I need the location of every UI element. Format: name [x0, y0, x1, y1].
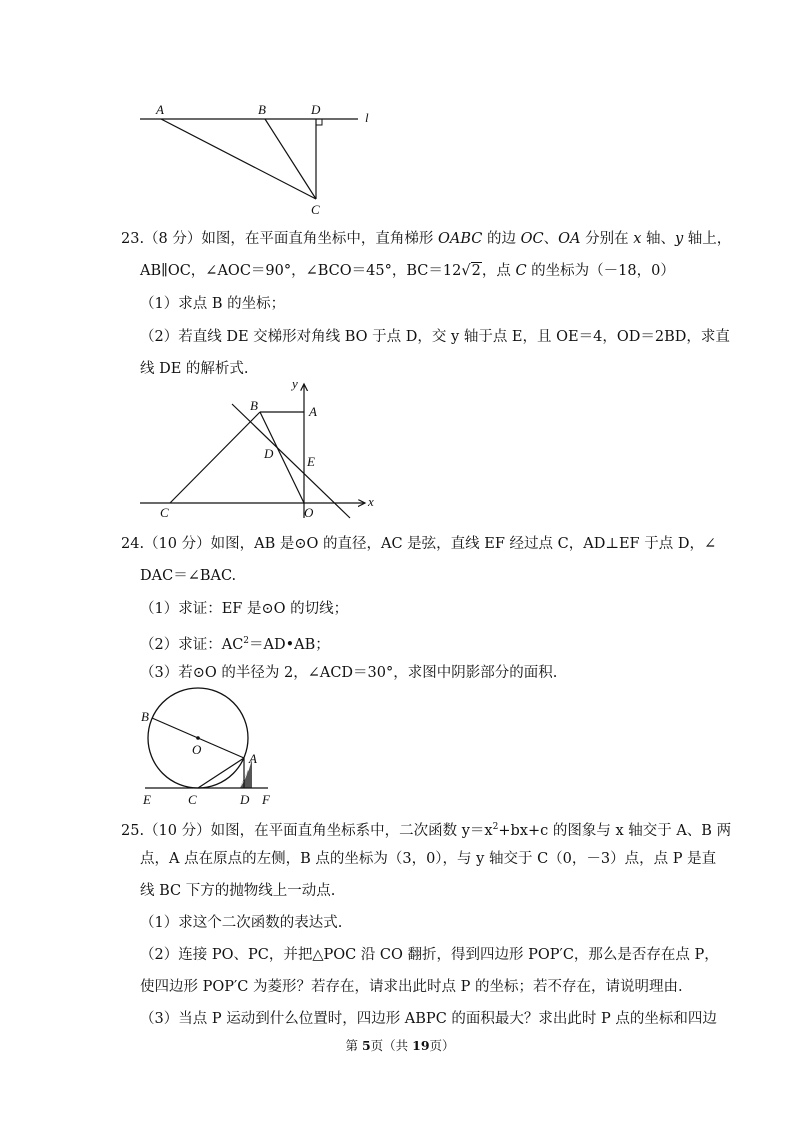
q25-text: +bx+c 的图象与 x 轴交于 A、B 两: [498, 822, 732, 839]
footer-text: 第: [345, 1038, 362, 1053]
q24-part1: （1）求证：EF 是⊙O 的切线；: [140, 601, 349, 617]
label-l: l: [365, 110, 369, 125]
q25-part2-cont: 使四边形 POP′C 为菱形？若存在，请求出此时点 P 的坐标；若不存在，请说明理由.: [140, 979, 683, 995]
q24-line2: DAC＝∠BAC.: [140, 568, 237, 584]
q25-part2: （2）连接 PO、PC，并把△POC 沿 CO 翻折，得到四边形 POP′C，那么是否存在点 P，: [140, 947, 719, 963]
page-total: 19: [412, 1038, 430, 1053]
label-C: C: [160, 505, 169, 520]
q23-part2-cont: 线 DE 的解析式.: [140, 361, 249, 377]
label-A: A: [156, 102, 164, 117]
label-D: D: [264, 446, 274, 461]
q23-text: 分别在: [580, 231, 634, 247]
q23-oa: OA: [558, 231, 581, 247]
q24-part3: （3）若⊙O 的半径为 2，∠ACD＝30°，求图中阴影部分的面积.: [140, 665, 558, 681]
q24-part2-text: ＝AD•AB；: [249, 636, 330, 653]
footer-text: 页（共: [370, 1038, 413, 1053]
superscript: 2: [243, 636, 250, 646]
label-B: B: [141, 709, 149, 724]
label-A: A: [249, 751, 257, 766]
q25-part3: （3）当点 P 运动到什么位置时，四边形 ABPC 的面积最大？求出此时 P 点的坐标和四边: [140, 1011, 717, 1027]
label-B: B: [258, 102, 266, 117]
sqrt-radicand: 2: [471, 263, 481, 279]
label-y: y: [292, 376, 298, 391]
label-O: O: [192, 742, 202, 757]
q23-y: y: [674, 231, 684, 247]
label-F: F: [262, 792, 270, 807]
q25-line3: 线 BC 下方的抛物线上一动点.: [140, 883, 336, 899]
label-x: x: [368, 494, 374, 509]
q23-x: x: [633, 231, 642, 247]
label-B: B: [250, 398, 258, 413]
q23-text: 的坐标为（－18，0）: [526, 263, 675, 279]
q23-conditions: AB∥OC，∠AOC＝90°，∠BCO＝45°，BC＝12: [140, 263, 462, 279]
q23-text: 的边: [482, 231, 521, 247]
q23-part1: （1）求点 B 的坐标；: [140, 296, 286, 312]
label-E: E: [307, 454, 315, 469]
q24-part2-text: （2）求证：AC: [140, 636, 244, 653]
label-C: C: [188, 792, 197, 807]
q23-text: ，点: [481, 263, 516, 279]
label-A: A: [309, 404, 317, 419]
center-dot: [196, 736, 200, 740]
label-C: C: [311, 202, 320, 217]
q23-part2: （2）若直线 DE 交梯形对角线 BO 于点 D，交 y 轴于点 E，且 OE＝4，OD＝2BD，求直: [140, 329, 730, 345]
q23-text: 23.（8 分）如图，在平面直角坐标中，直角梯形: [121, 231, 439, 247]
footer-text: 页）: [429, 1038, 455, 1053]
q23-oc: OC: [520, 231, 544, 247]
sqrt-symbol: √2: [461, 263, 481, 279]
q25-text: 25.（10 分）如图，在平面直角坐标系中，二次函数 y＝x: [121, 822, 493, 839]
q25-part1: （1）求这个二次函数的表达式.: [140, 915, 343, 931]
page-footer: [0, 1036, 800, 1054]
q23-text: 、: [543, 231, 559, 247]
label-D: D: [311, 102, 321, 117]
label-O: O: [304, 505, 314, 520]
q23-trapezoid-name: OABC: [438, 231, 483, 247]
q23-point-c: C: [515, 263, 527, 279]
q23-text: 轴、: [641, 231, 675, 247]
chord-AC: [198, 758, 244, 788]
label-E: E: [143, 792, 151, 807]
superscript: 2: [492, 822, 499, 832]
q25-line1: [121, 817, 800, 841]
label-D: D: [240, 792, 250, 807]
page-number: 5: [361, 1038, 371, 1053]
q24-line1: 24.（10 分）如图，AB 是⊙O 的直径，AC 是弦，直线 EF 经过点 C，AD⊥EF 于点 D，∠: [121, 536, 717, 552]
q23-text: 轴上，: [683, 231, 732, 247]
q25-line2: 点，A 点在原点的左侧，B 点的坐标为（3，0），与 y 轴交于 C（0，－3）点，点 P 是直: [140, 851, 717, 867]
